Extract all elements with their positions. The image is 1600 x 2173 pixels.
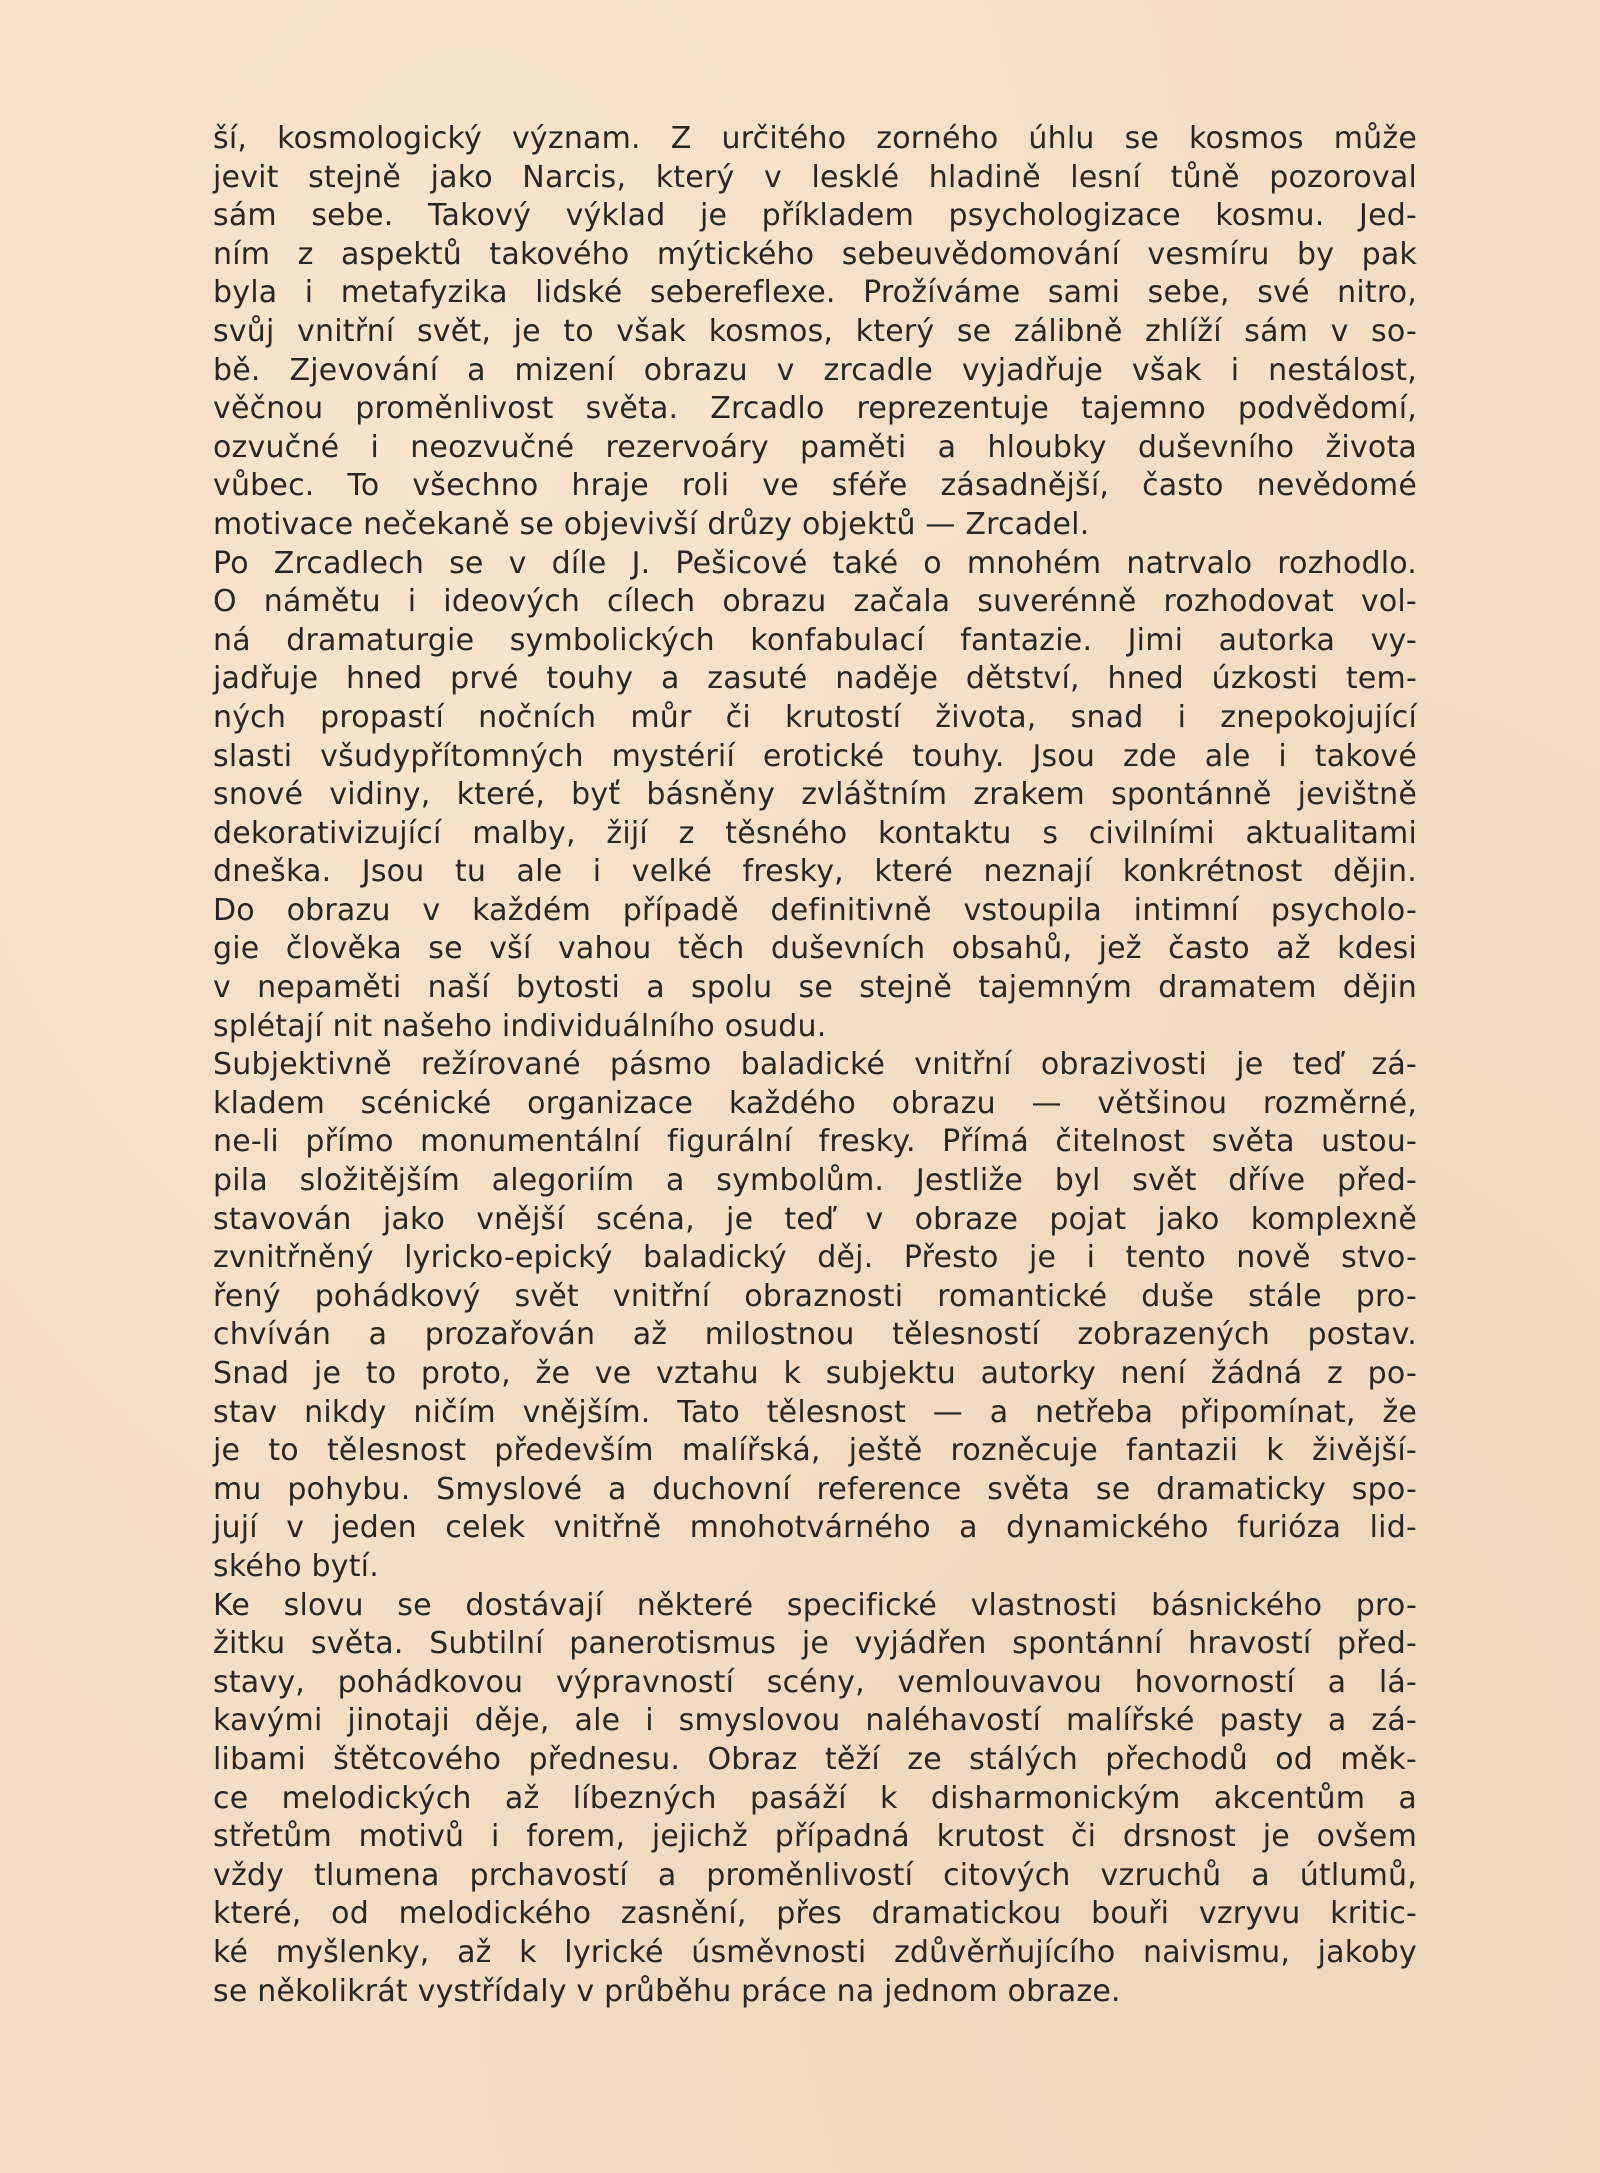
- text-line: libami štětcového přednesu. Obraz těží ze stálých přechodů od měk-: [213, 1741, 1417, 1777]
- text-line: jují v jeden celek vnitřně mnohotvárného a dynamického furióza lid-: [213, 1510, 1417, 1546]
- text-line: jadřuje hned prvé touhy a zasuté naděje dětství, hned úzkosti tem-: [213, 661, 1417, 697]
- text-line: ozvučné i neozvučné rezervoáry paměti a hloubky duševního života: [213, 429, 1417, 465]
- text-line: v nepaměti naší bytosti a spolu se stejně tajemným dramatem dějin: [213, 970, 1417, 1006]
- text-line: sám sebe. Takový výklad je příkladem psychologizace kosmu. Jed-: [213, 198, 1417, 234]
- text-line: bě. Zjevování a mizení obrazu v zrcadle vyjadřuje však i nestálost,: [213, 352, 1417, 388]
- text-line: dekorativizující malby, žijí z těsného kontaktu s civilními aktualitami: [213, 815, 1417, 851]
- body-text: [213, 120, 1417, 2011]
- text-line-paragraph-end: motivace nečekaně se objevivší drůzy objektů — Zrcadel.: [213, 506, 1090, 542]
- text-line-paragraph-end: se několikrát vystřídaly v průběhu práce na jednom obraze.: [213, 1973, 1121, 2009]
- text-line: stavován jako vnější scéna, je teď v obraze pojat jako komplexně: [213, 1201, 1417, 1237]
- text-line: ce melodických až líbezných pasáží k disharmonickým akcentům a: [213, 1780, 1417, 1816]
- text-line: Subjektivně režírované pásmo baladické vnitřní obrazivosti je teď zá-: [213, 1047, 1417, 1083]
- text-line: svůj vnitřní svět, je to však kosmos, který se zálibně zhlíží sám v so-: [213, 313, 1417, 349]
- text-line: Ke slovu se dostávají některé specifické vlastnosti básnického pro-: [213, 1587, 1417, 1623]
- text-line: které, od melodického zasnění, přes dramatickou bouři vzryvu kritic-: [213, 1896, 1417, 1932]
- text-line: vůbec. To všechno hraje roli ve sféře zásadnější, často nevědomé: [213, 468, 1417, 504]
- text-line: Snad je to proto, že ve vztahu k subjektu autorky není žádná z po-: [213, 1356, 1417, 1391]
- text-line: ké myšlenky, až k lyrické úsměvnosti zdůvěrňujícího naivismu, jakoby: [213, 1934, 1417, 1970]
- text-line: kladem scénické organizace každého obrazu — většinou rozměrné,: [213, 1085, 1417, 1121]
- text-line: věčnou proměnlivost světa. Zrcadlo reprezentuje tajemno podvědomí,: [213, 391, 1417, 427]
- text-line: vždy tlumena prchavostí a proměnlivostí citových vzruchů a útlumů,: [213, 1857, 1417, 1893]
- text-line: žitku světa. Subtilní panerotismus je vyjádřen spontánní hravostí před-: [213, 1626, 1417, 1662]
- text-line: stavy, pohádkovou výpravností scény, vemlouvavou hovorností a lá-: [213, 1664, 1417, 1700]
- text-line: řený pohádkový svět vnitřní obraznosti romantické duše stále pro-: [213, 1278, 1417, 1314]
- text-line: je to tělesnost především malířská, ještě rozněcuje fantazii k živější-: [213, 1433, 1417, 1469]
- text-line: kavými jinotaji děje, ale i smyslovou naléhavostí malířské pasty a zá-: [213, 1703, 1417, 1739]
- text-line: jevit stejně jako Narcis, který v lesklé hladině lesní tůně pozoroval: [213, 159, 1417, 195]
- text-line: gie člověka se vší vahou těch duševních obsahů, jež často až kdesi: [213, 931, 1417, 967]
- text-line: byla i metafyzika lidské sebereflexe. Prožíváme sami sebe, své nitro,: [213, 275, 1417, 311]
- text-line: O námětu i ideových cílech obrazu začala suverénně rozhodovat vol-: [213, 584, 1417, 620]
- text-line: ne-li přímo monumentální figurální fresky. Přímá čitelnost světa ustou-: [213, 1124, 1417, 1160]
- text-line-paragraph-end: splétají nit našeho individuálního osudu.: [213, 1008, 827, 1044]
- text-line: ním z aspektů takového mýtického sebeuvědomování vesmíru by pak: [213, 236, 1417, 272]
- text-line: Po Zrcadlech se v díle J. Pešicové také o mnohém natrvalo rozhodlo.: [213, 545, 1417, 581]
- text-line: snové vidiny, které, byť básněny zvláštním zrakem spontánně jevištně: [213, 777, 1417, 813]
- text-line: dneška. Jsou tu ale i velké fresky, které neznají konkrétnost dějin.: [213, 854, 1417, 890]
- text-line: zvnitřněný lyricko-epický baladický děj. Přesto je i tento nově stvo-: [213, 1240, 1417, 1276]
- text-line-paragraph-end: ského bytí.: [213, 1548, 379, 1584]
- text-line: slasti všudypřítomných mystérií erotické touhy. Jsou zde ale i takové: [213, 738, 1417, 774]
- text-line: pila složitějším alegoriím a symbolům. Jestliže byl svět dříve před-: [213, 1163, 1417, 1199]
- text-line: ných propastí nočních můr či krutostí života, snad i znepokojující: [213, 699, 1417, 735]
- text-line: stav nikdy ničím vnějším. Tato tělesnost — a netřeba připomínat, že: [213, 1394, 1417, 1430]
- text-line: střetům motivů i forem, jejichž případná krutost či drsnost je ovšem: [213, 1819, 1417, 1855]
- text-line: chvíván a prozařován až milostnou tělesností zobrazených postav.: [213, 1317, 1417, 1353]
- text-line: ná dramaturgie symbolických konfabulací fantazie. Jimi autorka vy-: [213, 622, 1417, 658]
- text-line: Do obrazu v každém případě definitivně vstoupila intimní psycholo-: [213, 892, 1417, 928]
- text-line: ší, kosmologický význam. Z určitého zorného úhlu se kosmos může: [213, 121, 1417, 156]
- text-line: mu pohybu. Smyslové a duchovní reference světa se dramaticky spo-: [213, 1471, 1417, 1507]
